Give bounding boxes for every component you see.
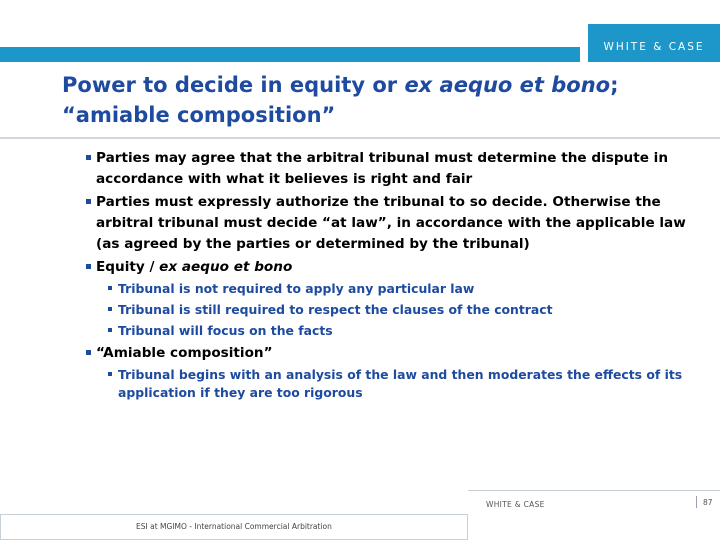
bullet-text: Parties may agree that the arbitral tribunal must determine the dispute in accordance with what it believes is right and fair — [96, 150, 669, 187]
bullet-item — [86, 343, 686, 364]
bullet-text: “Amiable composition” — [96, 345, 273, 361]
bullet-item — [86, 257, 686, 278]
title-line2: “amiable composition” — [62, 103, 336, 127]
sub-bullet-item — [108, 301, 686, 319]
bullet-item — [86, 148, 686, 190]
brand-logo — [588, 24, 720, 62]
bullet-text-italic: ex aequo et bono — [159, 259, 293, 275]
bullet-text: Equity / — [96, 259, 160, 275]
footer-divider — [468, 490, 720, 491]
footer-brand: WHITE & CASE — [486, 500, 545, 509]
title-divider — [0, 137, 720, 139]
footer-separator — [696, 496, 697, 508]
header-accent-band — [0, 47, 580, 62]
slide-title — [62, 70, 682, 130]
sub-bullet-item — [108, 322, 686, 340]
footer-caption: ESI at MGIMO - International Commercial Arbitration — [136, 522, 332, 531]
title-punct: ; — [610, 73, 619, 97]
brand-logo-text: WHITE & CASE — [603, 40, 705, 53]
sub-bullet-item — [108, 366, 686, 402]
bullet-text: Parties must expressly authorize the tribunal to so decide. Otherwise the arbitral tribunal must decide “at law”, in accordance with the applicable law (as agreed by the parties or determined by the tribunal) — [96, 194, 686, 252]
bullet-item — [86, 192, 686, 255]
page-number: 87 — [703, 498, 713, 507]
sub-bullet-text: Tribunal is not required to apply any particular law — [118, 281, 475, 296]
sub-bullet-text: Tribunal is still required to respect the clauses of the contract — [118, 302, 553, 317]
title-text: Power to decide in equity or — [62, 73, 405, 97]
sub-bullet-text: Tribunal will focus on the facts — [118, 323, 333, 338]
sub-bullet-text: Tribunal begins with an analysis of the law and then moderates the effects of its application if they are too rigorous — [118, 367, 683, 400]
title-italic: ex aequo et bono — [404, 73, 611, 97]
bullet-list — [86, 148, 686, 405]
sub-bullet-item — [108, 280, 686, 298]
